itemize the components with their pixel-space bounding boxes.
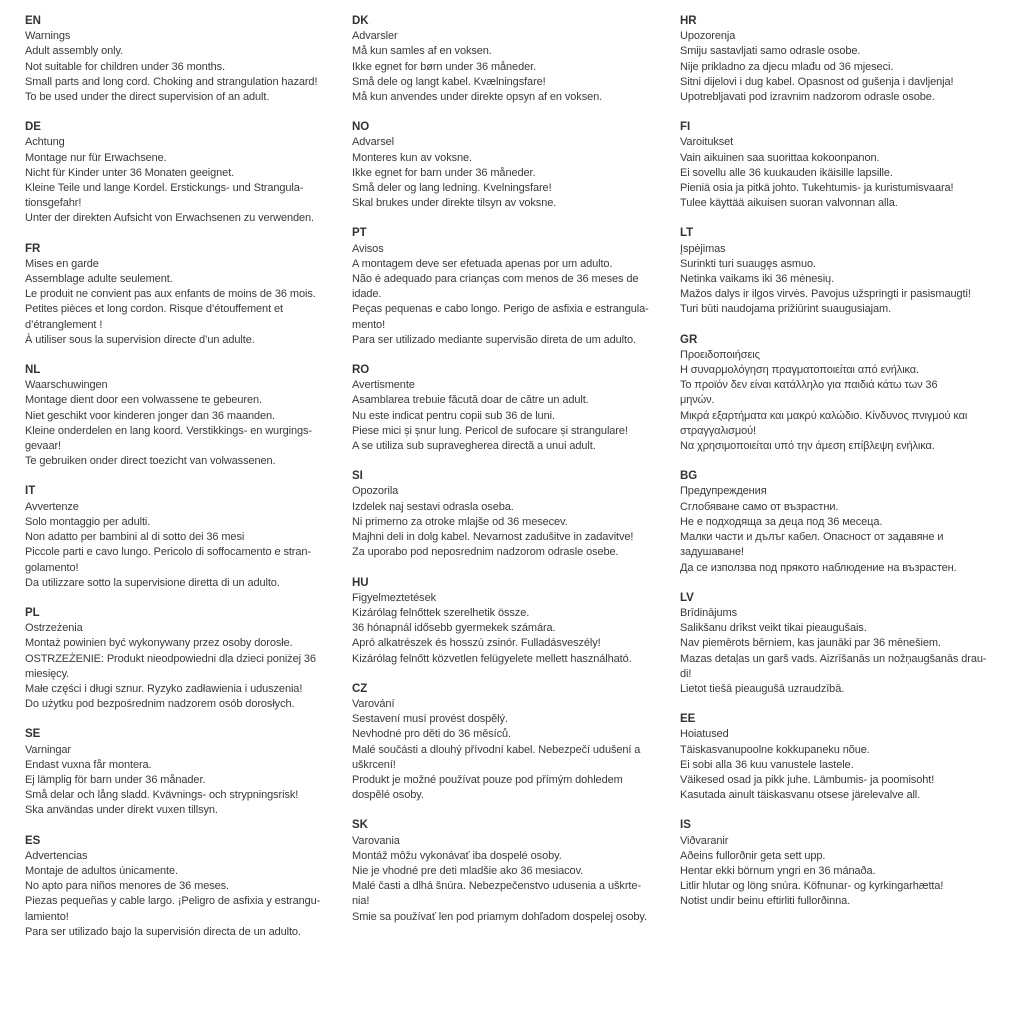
language-code: FI	[680, 121, 691, 134]
language-code: PL	[25, 606, 40, 619]
warning-line: Produkt je možné používat pouze pod přímým dohledem	[352, 773, 623, 786]
warning-line: Majhni deli in dolg kabel. Nevarnost zadušitve in zadavitve!	[352, 531, 634, 544]
warning-line: Advarsler	[352, 30, 398, 43]
warning-line: Small parts and long cord. Choking and strangulation hazard!	[25, 75, 318, 88]
language-code: NO	[352, 121, 370, 134]
language-section-pl	[25, 606, 350, 712]
warning-line: Kizárólag felnőtt közvetlen felügyelete mellett használható.	[352, 652, 632, 665]
language-section-es	[25, 834, 350, 940]
warning-line: Asamblarea trebuie făcută doar de către un adult.	[352, 394, 589, 407]
warning-line: Do użytku pod bezpośrednim nadzorem osób dorosłych.	[25, 698, 295, 711]
warning-line: Upozorenja	[680, 30, 736, 43]
warning-line: Smie sa používať len pod priamym dohľadom dospelej osoby.	[352, 910, 647, 923]
warning-line: Små delar och lång sladd. Kvävnings- och strypningsrisk!	[25, 789, 299, 802]
warning-line: Aðeins fullorðnir geta sett upp.	[680, 849, 826, 862]
language-code: LV	[680, 591, 694, 604]
warning-line: dospělé osoby.	[352, 789, 424, 802]
warning-line: Ikke egnet for barn under 36 måneder.	[352, 166, 536, 179]
warning-line: μηνών.	[680, 394, 715, 407]
language-section-lv	[680, 591, 1005, 697]
warning-line: Avisos	[352, 242, 384, 255]
warning-line: Предупреждения	[680, 485, 767, 498]
language-section-gr	[680, 333, 1005, 455]
warning-line: Viðvaranir	[680, 834, 729, 847]
warning-line: Figyelmeztetések	[352, 591, 436, 604]
warning-line: Peças pequenas e cabo longo. Perigo de asfixia e estrangula-	[352, 303, 649, 316]
warning-line: Nije prikladno za djecu mlađu od 36 mjeseci.	[680, 60, 894, 73]
warning-line: Turi būti naudojama prižiūrint suaugusiajam.	[680, 303, 892, 316]
language-code: LT	[680, 227, 694, 240]
language-section-se	[25, 727, 350, 818]
warning-line: Not suitable for children under 36 months.	[25, 60, 226, 73]
warning-line: Varningar	[25, 743, 71, 756]
warning-line: Varoitukset	[680, 136, 734, 149]
warning-line: nia!	[352, 895, 370, 908]
language-code: GR	[680, 333, 698, 346]
language-section-ro	[352, 363, 677, 454]
warning-line: Brīdinājums	[680, 606, 737, 619]
warning-line: Izdelek naj sestavi odrasla oseba.	[352, 500, 514, 513]
warning-line: Lietot tiešā pieaugušā uzraudzībā.	[680, 682, 845, 695]
warning-line: À utiliser sous la supervision directe d’un adulte.	[25, 333, 255, 346]
warning-line: Non adatto per bambini al di sotto dei 36 mesi	[25, 531, 245, 544]
warning-line: Kasutada ainult täiskasvanu otsese järelevalve all.	[680, 789, 921, 802]
warning-line: Ikke egnet for børn under 36 måneder.	[352, 60, 537, 73]
warnings-column-1	[25, 14, 350, 955]
language-code: HU	[352, 576, 369, 589]
language-code: HR	[680, 15, 697, 27]
warning-line: Nicht für Kinder unter 36 Monaten geeignet.	[25, 166, 235, 179]
warning-line: uškrcení!	[352, 758, 396, 771]
warning-line: Nu este indicat pentru copii sub 36 de luni.	[352, 409, 555, 422]
warning-line: Må kun samles af en voksen.	[352, 45, 492, 58]
warning-line: Avvertenze	[25, 500, 79, 513]
language-section-hr	[680, 14, 1005, 105]
warning-line: Upotrebljavati pod izravnim nadzorom odrasle osobe.	[680, 91, 935, 104]
warning-line: Ostrzeżenia	[25, 622, 83, 635]
warnings-column-2	[352, 14, 677, 940]
warning-line: Tulee käyttää aikuisen suoran valvonnan alla.	[680, 197, 898, 210]
warning-line: Ej lämplig för barn under 36 månader.	[25, 773, 206, 786]
warning-line: Para ser utilizado mediante supervisão direta de um adulto.	[352, 333, 636, 346]
warning-line: Adult assembly only.	[25, 45, 124, 58]
warning-line: Warnings	[25, 30, 71, 43]
warning-line: Hoiatused	[680, 728, 729, 741]
warnings-column-3	[680, 14, 1005, 925]
language-code: SK	[352, 819, 368, 832]
warning-line: tionsgefahr!	[25, 197, 82, 210]
language-code: RO	[352, 364, 370, 377]
warning-line: A montagem deve ser efetuada apenas por um adulto.	[352, 257, 613, 270]
warning-line: задушаване!	[680, 546, 745, 559]
warning-line: Да се използва под прякото наблюдение на възрастен.	[680, 561, 957, 574]
warning-line: Malé časti a dlhá šnúra. Nebezpečenstvo udusenia a uškrte-	[352, 880, 641, 893]
warning-line: Piccole parti e cavo lungo. Pericolo di soffocamento e stran-	[25, 546, 311, 559]
warning-line: Kleine Teile und lange Kordel. Erstickungs- und Strangula-	[25, 182, 304, 195]
warning-line: Para ser utilizado bajo la supervisión directa de un adulto.	[25, 925, 301, 938]
warning-line: Litlir hlutar og löng snúra. Köfnunar- og kyrkingarhætta!	[680, 880, 944, 893]
warning-line: No apto para niños menores de 36 meses.	[25, 880, 229, 893]
warning-line: Piezas pequeñas y cable largo. ¡Peligro de asfixia y estrangu-	[25, 895, 321, 908]
language-code: BG	[680, 470, 698, 483]
warning-line: Må kun anvendes under direkte opsyn af en voksen.	[352, 91, 603, 104]
warning-line: Kizárólag felnőttek szerelhetik össze.	[352, 606, 530, 619]
warning-line: Assemblage adulte seulement.	[25, 273, 173, 286]
language-code: DK	[352, 15, 369, 27]
language-section-sk	[352, 818, 677, 924]
language-code: SI	[352, 470, 363, 483]
warning-line: Le produit ne convient pas aux enfants de moins de 36 mois.	[25, 288, 316, 301]
language-section-de	[25, 120, 350, 226]
warning-line: 36 hónapnál idősebb gyermekek számára.	[352, 622, 556, 635]
warning-line: Surinkti turi suaugęs asmuo.	[680, 257, 816, 270]
warning-line: d’étranglement !	[25, 318, 103, 331]
warning-line: Varování	[352, 697, 395, 710]
warning-line: Να χρησιμοποιείται υπό την άμεση επίβλεψη ενήλικα.	[680, 440, 935, 453]
language-section-pt	[352, 226, 677, 348]
warning-line: Ei sovellu alle 36 kuukauden ikäisille lapsille.	[680, 166, 893, 179]
warning-line: Mises en garde	[25, 257, 99, 270]
warning-line: Unter der direkten Aufsicht von Erwachsenen zu verwenden.	[25, 212, 315, 225]
warning-line: OSTRZEŻENIE: Produkt nieodpowiedni dla dzieci poniżej 36	[25, 652, 316, 665]
warning-line: golamento!	[25, 561, 79, 574]
warning-line: Waarschuwingen	[25, 379, 108, 392]
warning-line: Mažos dalys ir ilgos virvės. Pavojus užspringti ir pasismaugti!	[680, 288, 971, 301]
language-section-nl	[25, 363, 350, 469]
language-code: EE	[680, 713, 696, 726]
language-code: IT	[25, 485, 36, 498]
language-section-fi	[680, 120, 1005, 211]
language-section-fr	[25, 242, 350, 348]
warning-line: Ei sobi alla 36 kuu vanustele lastele.	[680, 758, 854, 771]
language-code: EN	[25, 15, 41, 27]
warning-line: Ni primerno za otroke mlajše od 36 mesecev.	[352, 515, 568, 528]
language-code: CZ	[352, 682, 368, 695]
warning-line: Avertismente	[352, 379, 415, 392]
warning-line: Το προϊόν δεν είναι κατάλληλο για παιδιά κάτω των 36	[680, 379, 938, 392]
warning-line: Väikesed osad ja pikk juhe. Lämbumis- ja poomisoht!	[680, 773, 935, 786]
warning-line: Te gebruiken onder direct toezicht van volwassenen.	[25, 455, 276, 468]
warning-line: Petites pièces et long cordon. Risque d’étouffement et	[25, 303, 283, 316]
warning-line: Pieniä osia ja pitkä johto. Tukehtumis- ja kuristumisvaara!	[680, 182, 954, 195]
warning-line: Малки части и дълъг кабел. Опасност от задавяне и	[680, 531, 944, 544]
warning-line: Nav piemērots bērniem, kas jaunāki par 36 mēnešiem.	[680, 637, 941, 650]
warning-line: Opozorila	[352, 485, 399, 498]
warning-line: Små dele og langt kabel. Kvælningsfare!	[352, 75, 546, 88]
warning-line: Kleine onderdelen en lang koord. Verstikkings- en wurgings-	[25, 424, 312, 437]
warning-line: gevaar!	[25, 440, 61, 453]
warning-line: Η συναρμολόγηση πραγματοποιείται από ενήλικα.	[680, 364, 920, 377]
warning-line: di!	[680, 667, 692, 680]
warning-line: Za uporabo pod neposrednim nadzorom odrasle osebe.	[352, 546, 619, 559]
language-section-dk	[352, 14, 677, 105]
warning-line: Montage dient door een volwassene te gebeuren.	[25, 394, 262, 407]
warning-line: Não é adequado para crianças com menos de 36 meses de	[352, 273, 639, 286]
warning-line: Monteres kun av voksne.	[352, 151, 472, 164]
warning-line: Montage nur für Erwachsene.	[25, 151, 167, 164]
language-section-it	[25, 484, 350, 590]
language-section-bg	[680, 469, 1005, 575]
warning-line: Achtung	[25, 136, 65, 149]
language-section-lt	[680, 226, 1005, 317]
warning-line: idade.	[352, 288, 382, 301]
warning-line: lamiento!	[25, 910, 69, 923]
language-section-en	[25, 14, 350, 105]
language-code: PT	[352, 227, 367, 240]
language-section-si	[352, 469, 677, 560]
warning-line: Įspėjimas	[680, 242, 726, 255]
warning-line: Solo montaggio per adulti.	[25, 515, 151, 528]
warning-line: Montaje de adultos únicamente.	[25, 864, 178, 877]
warning-line: Advertencias	[25, 849, 88, 862]
warning-line: mento!	[352, 318, 386, 331]
language-section-ee	[680, 712, 1005, 803]
language-section-cz	[352, 682, 677, 804]
warning-line: Nevhodné pro děti do 36 měsíců.	[352, 728, 511, 741]
language-section-no	[352, 120, 677, 211]
warning-line: Piese mici și șnur lung. Pericol de sufocare și strangulare!	[352, 424, 628, 437]
warning-line: Advarsel	[352, 136, 394, 149]
warning-line: To be used under the direct supervision of an adult.	[25, 91, 270, 104]
warning-line: A se utiliza sub supravegherea directă a unui adult.	[352, 440, 596, 453]
warning-line: Da utilizzare sotto la supervisione diretta di un adulto.	[25, 576, 280, 589]
warning-line: Сглобяване само от възрастни.	[680, 500, 839, 513]
language-section-hu	[352, 576, 677, 667]
warning-line: Små deler og lang ledning. Kvelningsfare!	[352, 182, 552, 195]
language-section-is	[680, 818, 1005, 909]
language-code: SE	[25, 728, 41, 741]
language-code: ES	[25, 834, 41, 847]
warning-line: Malé součásti a dlouhý přívodní kabel. Nebezpečí udušení a	[352, 743, 641, 756]
warning-line: Μικρά εξαρτήματα και μακρύ καλώδιο. Κίνδυνος πνιγμού και	[680, 409, 968, 422]
warning-line: Varovania	[352, 834, 400, 847]
warning-line: Małe części i długi sznur. Ryzyko zadławienia i uduszenia!	[25, 682, 303, 695]
warning-line: Ska användas under direkt vuxen tillsyn.	[25, 804, 218, 817]
warning-line: Netinka vaikams iki 36 mėnesių.	[680, 273, 835, 286]
warning-line: Hentar ekki börnum yngri en 36 mánaða.	[680, 864, 876, 877]
warning-line: Notist undir beinu eftirliti fullorðinna.	[680, 895, 851, 908]
warning-line: Не е подходяща за деца под 36 месеца.	[680, 515, 883, 528]
warning-line: στραγγαλισμού!	[680, 424, 756, 437]
language-code: DE	[25, 121, 41, 134]
warning-line: Montaż powinien być wykonywany przez osoby dorosłe.	[25, 637, 293, 650]
warning-line: Mazas detaļas un garš vads. Aizrīšanās un nožņaugšanās drau-	[680, 652, 987, 665]
warning-line: Täiskasvanupoolne kokkupaneku nõue.	[680, 743, 870, 756]
language-code: FR	[25, 242, 41, 255]
language-code: NL	[25, 364, 41, 377]
warning-line: Niet geschikt voor kinderen jonger dan 36 maanden.	[25, 409, 275, 422]
warning-line: Nie je vhodné pre deti mladšie ako 36 mesiacov.	[352, 864, 584, 877]
warning-line: Skal brukes under direkte tilsyn av voksne.	[352, 197, 557, 210]
warning-line: miesięcy.	[25, 667, 70, 680]
warning-line: Sestavení musí provést dospělý.	[352, 713, 508, 726]
warning-line: Montáž môžu vykonávať iba dospelé osoby.	[352, 849, 562, 862]
warning-line: Apró alkatrészek és hosszú zsinór. Fulladásveszély!	[352, 637, 601, 650]
warning-line: Endast vuxna får montera.	[25, 758, 152, 771]
warning-line: Sitni dijelovi i dug kabel. Opasnost od gušenja i davljenja!	[680, 75, 954, 88]
warning-line: Vain aikuinen saa suorittaa kokoonpanon.	[680, 151, 880, 164]
warning-line: Salikšanu drīkst veikt tikai pieaugušais.	[680, 622, 867, 635]
language-code: IS	[680, 819, 691, 832]
warning-line: Smiju sastavljati samo odrasle osobe.	[680, 45, 861, 58]
warning-line: Προειδοποιήσεις	[680, 348, 760, 361]
